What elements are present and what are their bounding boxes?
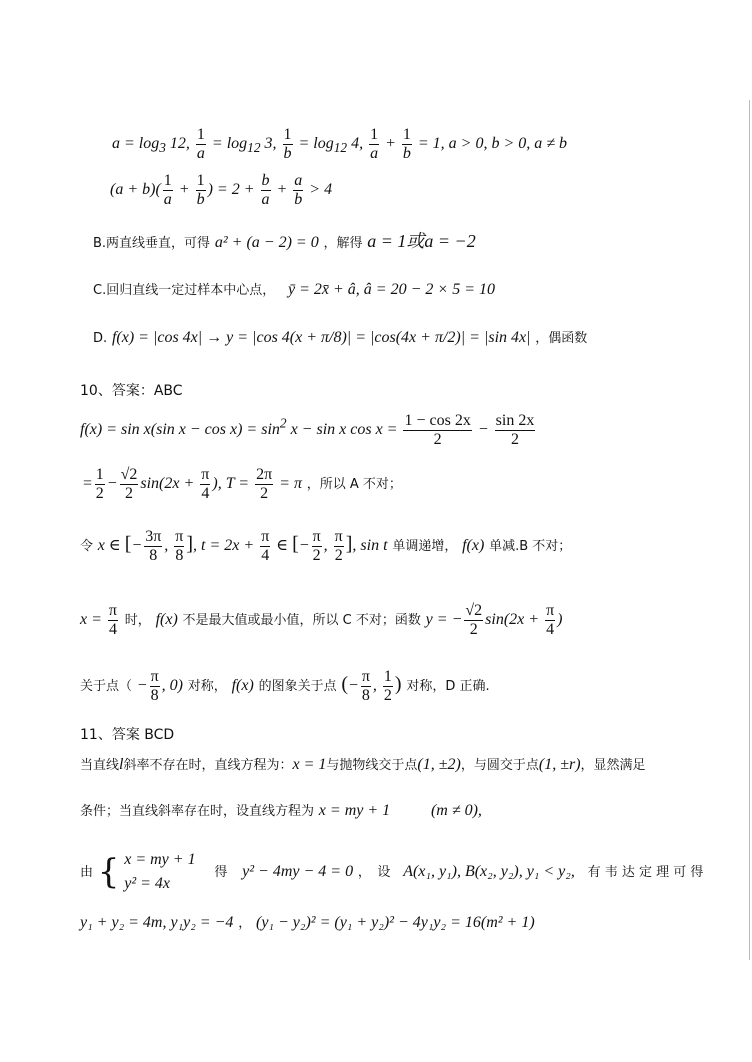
page-edge-line [749, 100, 750, 960]
formula-line-7: = $\frac{1}{2}$ − $\frac{√2}{2}$ sin(2x + $\frac{\pi}{4}$ ), T = $\frac{2\pi}{2}$ = π ，所以 A 不对； [82, 466, 402, 502]
statement-d: D. f(x) = |cos 4x| → y = |cos 4(x + π/8)| = |cos(4x + π/2)| = |sin 4x| ，偶函数 [93, 329, 588, 346]
formula-line-8: 令 x ∈ [− $\frac{3\pi}{8}$ , $\frac{\pi}{8}$ ], t = 2x + $\frac{\pi}{4}$ ∈ [− $\frac{\pi}{2}$ , $\frac{\pi}{2}$ ], sin t 单调递增， f(x) 单减.B 不对； [80, 528, 572, 564]
formula-line-1: $a = \log_3 12$, $\frac{1}{a}$ = $\log_{12} 3$, $\frac{1}{b}$ = $\log_{12} 4$, $\frac{1}{a}$ + $\frac{1}{b}$ = 1, a > 0, b > 0, a ≠ b [112, 126, 568, 162]
formula-line-11: 当直线l斜率不存在时，直线方程为：x = 1与抛物线交于点(1, ±2)，与圆交于点(1, ±r)，显然满足 [80, 756, 646, 773]
statement-c: C.回归直线一定过样本中心点， ȳ = 2x̄ + â, â = 20 − 2 × 5 = 10 [93, 281, 495, 298]
formula-line-14: y₁ + y₂ = 4m, y₁y₂ = −4 ， (y₁ − y₂)² = (y₁ + y₂)² − 4y₁y₂ = 16(m² + 1) [80, 914, 535, 931]
formula-line-2: (a + b)( $\frac{1}{a}$ + $\frac{1}{b}$ ) = 2 + $\frac{b}{a}$ + $\frac{a}{b}$ > 4 [110, 172, 333, 208]
formula-line-10: 关于点（ − $\frac{\pi}{8}$ , 0) 对称， f(x) 的图象关于点 (− $\frac{\pi}{8}$ , $\frac{1}{2}$ ) 对称，D 正确. [80, 668, 490, 704]
answer-11-heading: 11、答案 BCD [80, 727, 175, 743]
formula-line-9: x = $\frac{\pi}{4}$ 时， f(x) 不是最大值或最小值，所以 C 不对；函数 y = − $\frac{√2}{2}$ sin(2x + $\frac{\pi}{4}$ ) [80, 602, 563, 638]
formula-line-12: 条件；当直线斜率存在时，设直线方程为 x = my + 1 (m ≠ 0), [80, 802, 482, 819]
formula-line-6: f(x) = sin x(sin $x - \cos x) = \sin^2 x - \sin x$ cos x = $\frac{1 - \cos 2x}{2}$ − $\frac{\sin 2x}{2}$ [80, 412, 535, 448]
statement-b: B.两直线垂直，可得 a² + (a − 2) = 0 ，解得 a = 1或a = −2 [93, 231, 476, 251]
formula-line-13: 由 { x = my + 1 y² = 4x 得 y² − 4my − 4 = 0 ， 设 A(x₁, y₁), B(x₂, y₂), y₁ < y₂, 有 韦 达 定 理 可 得 [80, 851, 704, 892]
answer-10-heading: 10、答案：ABC [80, 383, 183, 399]
